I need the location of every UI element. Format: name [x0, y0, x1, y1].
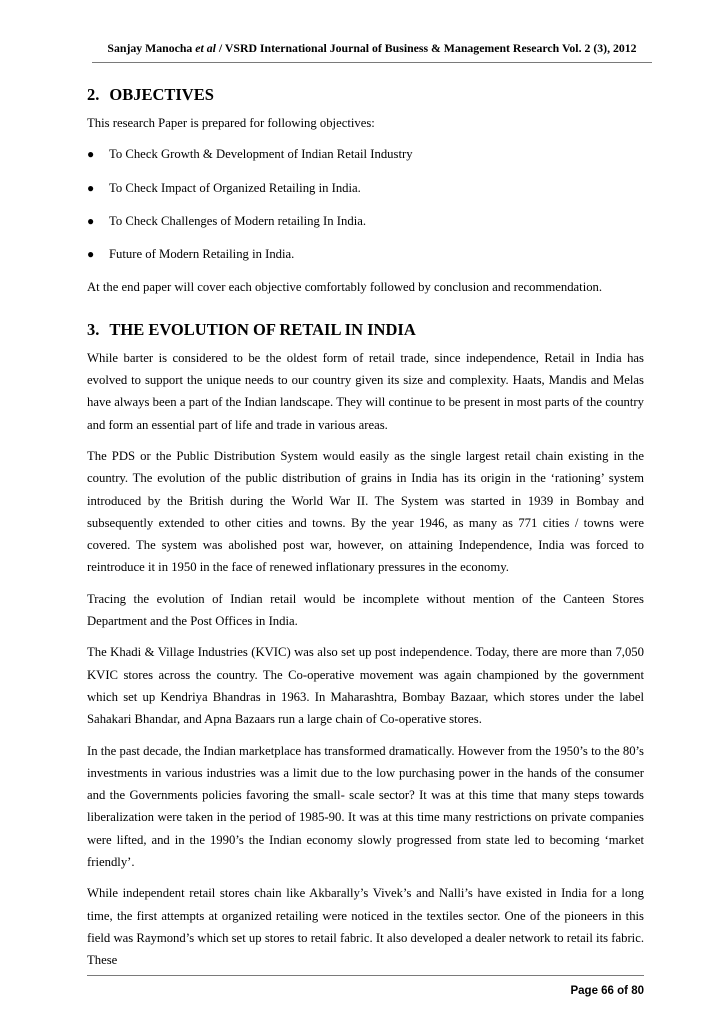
page-footer [87, 975, 644, 997]
section-title: THE EVOLUTION OF RETAIL IN INDIA [109, 319, 416, 339]
header-journal: / VSRD International Journal of Business & Management Research Vol. 2 (3), 2012 [215, 41, 637, 55]
body-paragraph: Tracing the evolution of Indian retail would be incomplete without mention of the Canteen Stores Department and the Post Offices in India. [87, 591, 644, 629]
list-item [87, 243, 644, 265]
list-item [87, 143, 644, 165]
objectives-outro: At the end paper will cover each objective comfortably followed by conclusion and recommendation. [87, 280, 603, 295]
header-authors: Sanjay Manocha [107, 41, 196, 55]
header-etal: et al [195, 41, 216, 55]
bullet-icon: ● [87, 247, 95, 262]
running-header [92, 41, 652, 63]
list-item-text: To Check Impact of Organized Retailing in India. [109, 180, 361, 195]
bullet-icon: ● [87, 180, 95, 195]
bullet-icon: ● [87, 147, 95, 162]
list-item-text: To Check Growth & Development of Indian Retail Industry [109, 147, 413, 162]
body-paragraph: In the past decade, the Indian marketplace has transformed dramatically. However from the 1950’s to the 80’s investments in various industries was a limit due to the low purchasing power in the hands of the consumer and the Governments policies favoring the small- scale sector? It was at this time that many steps towards liberalization were taken in the period of 1985-90. It was at this time many restrictions on private companies were lifted, and in the 1990’s the Indian economy slowly progressed from state led to becoming ‘market friendly’. [87, 743, 644, 870]
list-item-text: Future of Modern Retailing in India. [109, 247, 295, 262]
bullet-icon: ● [87, 213, 95, 228]
body-paragraph: The PDS or the Public Distribution System would easily as the single largest retail chain existing in the country. The evolution of the public distribution of grains in India has its origin in the ‘rationing’ system introduced by the British during the World War II. The System was started in 1939 in Bombay and subsequently extended to other cities and towns. By the year 1946, as many as 771 cities / towns were covered. The system was abolished post war, however, on attaining Independence, India was forced to reintroduce it in 1950 in the face of renewed inflationary pressures in the economy. [87, 448, 644, 575]
list-item-text: To Check Challenges of Modern retailing In India. [109, 213, 367, 228]
section-heading-evolution [87, 320, 644, 340]
objectives-list [87, 143, 644, 265]
body-paragraph: The Khadi & Village Industries (KVIC) was also set up post independence. Today, there are more than 7,050 KVIC stores across the country. The Co-operative movement was again championed by the government which set up Kendriya Bhandras in 1963. In Maharashtra, Bombay Bazaar, which stores under the label Sahakari Bhandar, and Apna Bazaars run a large chain of Co-operative stores. [87, 645, 644, 727]
section-heading-objectives [87, 85, 644, 105]
list-item [87, 210, 644, 232]
objectives-intro: This research Paper is prepared for following objectives: [87, 116, 375, 130]
body-paragraph: While independent retail stores chain like Akbarally’s Vivek’s and Nalli’s have existed in India for a long time, the first attempts at organized retailing were noticed in the textiles sector. One of the pioneers in this field was Raymond’s which set up stores to retail fabric. It also developed a dealer network to retail its fabric. These [87, 886, 644, 968]
section-number: 3. [87, 319, 100, 339]
body-paragraph: While barter is considered to be the oldest form of retail trade, since independence, Retail in India has evolved to support the unique needs to our country given its size and complexity. Haats, Mandis and Melas have always been a part of the Indian landscape. They will continue to be present in most parts of the country and form an essential part of life and trade in various areas. [87, 350, 644, 432]
list-item [87, 177, 644, 199]
page-number: Page 66 of 80 [570, 985, 644, 997]
section-number: 2. [87, 85, 100, 104]
page-body [87, 85, 644, 981]
section-title: OBJECTIVES [109, 85, 214, 104]
